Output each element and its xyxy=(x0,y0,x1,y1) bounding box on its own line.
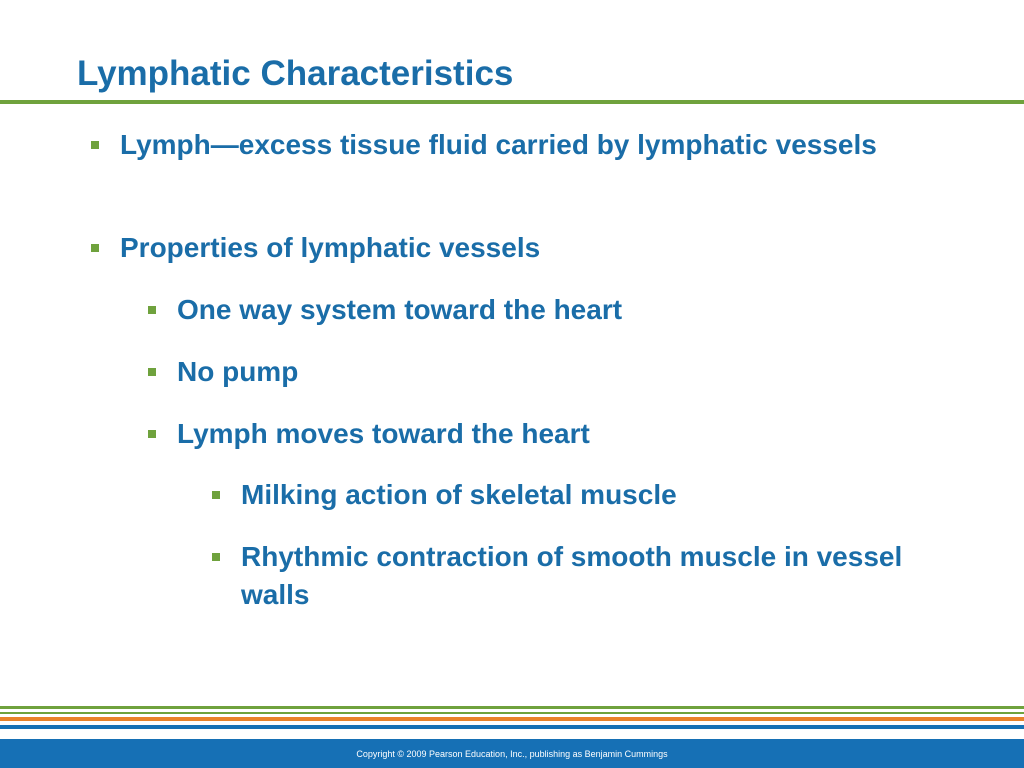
footer-stripe-orange xyxy=(0,717,1024,721)
bullet-square-icon xyxy=(148,430,156,438)
bullet-text: No pump xyxy=(177,356,299,387)
bullet-text: Lymph—excess tissue fluid carried by lymphatic vessels xyxy=(120,129,877,160)
bullet-text: Rhythmic contraction of smooth muscle in vessel walls xyxy=(241,541,903,610)
bullet-text: One way system toward the heart xyxy=(177,294,623,325)
bullet-text: Properties of lymphatic vessels xyxy=(120,232,541,263)
bullet-square-icon xyxy=(212,491,220,499)
bullet-item xyxy=(120,229,940,267)
footer-stripe-blue xyxy=(0,725,1024,729)
bullet-text: Milking action of skeletal muscle xyxy=(241,479,677,510)
footer-stripe-green-thin xyxy=(0,712,1024,714)
footer-stripe-green xyxy=(0,706,1024,709)
bullet-item xyxy=(177,415,957,453)
bullet-square-icon xyxy=(148,368,156,376)
bullet-item xyxy=(177,353,957,391)
bullet-item xyxy=(177,291,957,329)
bullet-text: Lymph moves toward the heart xyxy=(177,418,590,449)
bullet-square-icon xyxy=(212,553,220,561)
bullet-square-icon xyxy=(91,141,99,149)
slide-title: Lymphatic Characteristics xyxy=(77,54,514,93)
footer-bar xyxy=(0,739,1024,768)
bullet-item xyxy=(241,538,961,614)
bullet-square-icon xyxy=(91,244,99,252)
bullet-item xyxy=(241,476,961,514)
copyright-text: Copyright © 2009 Pearson Education, Inc., publishing as Benjamin Cummings xyxy=(356,749,668,759)
title-divider xyxy=(0,100,1024,104)
bullet-square-icon xyxy=(148,306,156,314)
bullet-item xyxy=(120,126,940,164)
